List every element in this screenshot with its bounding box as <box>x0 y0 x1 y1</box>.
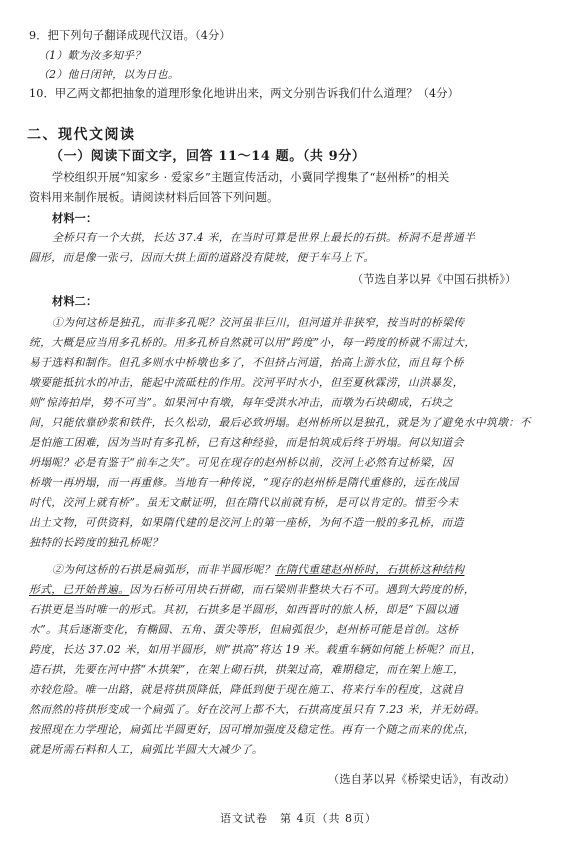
material-2-p1-line: 间，只能依靠砂浆和铁件，长久松动，最后必致坍塌。赵州桥所以是独孔，就是为了避免水中筑墩：不 <box>29 416 531 429</box>
material-2-p2-line: 石拱更是当时唯一的形式。其初，石拱多是半圆形，如西晋时的旅人桥，即是“下圆以通 <box>29 603 459 616</box>
material-2-p1-line: 时代，洨河上就有桥”。虽无文献证明，但在隋代以前就有桥，是可以肯定的。惜至今未 <box>29 496 459 509</box>
material-2-p1-line: 统，大概是应当用多孔桥的。用多孔桥自然就可以用“跨度”小，每一跨度的桥就不需过大， <box>29 336 476 349</box>
question-9-item-2: （2）他日闭钟，以为日也。 <box>38 68 179 81</box>
material-2-p1-line: 是怕施工困难，因为当时有多孔桥，已有这种经验，而是怕筑成后终于坍塌。何以知道会 <box>29 436 464 449</box>
material-2-p1-line: 独特的长跨度的独孔桥呢？ <box>29 536 163 549</box>
question-9: 9．把下列句子翻译成现代汉语。（4分） <box>29 29 231 42</box>
intro-line-2: 资料用来制作展板。请阅读材料后回答下列问题。 <box>29 191 279 204</box>
material-2-p2-line: 造石拱，先要在河中搭“木拱架”，在架上砌石拱，拱架过高，难期稳定，而在架上施工， <box>29 663 465 676</box>
material-2-p2-line: 按照现在力学理论，扁弧比半圆更好，因可增加强度及稳定性。再有一个随之而来的优点， <box>29 723 475 736</box>
material-2-p1-line: 出土文物，可供资料，如果隋代建的是洨河上的第一座桥，为何不造一般的多孔桥，而造 <box>29 516 464 529</box>
page-footer: 语文试卷 第 4页（共 8页） <box>220 812 377 825</box>
material-2-p2-text: 因为石桥可用块石拼砌，而石梁则非整块大石不可。遇到大跨度的桥， <box>129 583 475 596</box>
material-2-p2-text: ②为何这桥的石拱是扁弧形，而非半圆形呢？ <box>52 563 275 576</box>
material-2-p1-line: 坍塌呢？必是有鉴于“前车之失”。可见在现存的赵州桥以前，洨河上必然有过桥梁，因 <box>29 456 454 469</box>
underlined-sentence: 在隋代重建赵州桥时，石拱桥这种结构 <box>274 563 465 576</box>
material-2-label: 材料二： <box>52 294 98 308</box>
section-title: 二、现代文阅读 <box>27 127 136 143</box>
material-1-line: 全桥只有一个大拱，长达 37.4 米，在当时可算是世界上最长的石拱。桥洞不是普通半 <box>52 231 476 244</box>
material-2-source: （选自茅以昇《桥梁史话》，有改动） <box>328 773 516 786</box>
material-2-p2-line: 水”。其后逐渐变化，有椭圆、五角、蛋尖等形，但扁弧很少，赵州桥可能是首创。这桥 <box>29 623 459 636</box>
material-2-p2-line <box>52 563 464 577</box>
material-2-p1-line: 桥墩一再坍塌，而一再重修。当地有一种传说，“现存的赵州桥是隋代重修的，远在战国 <box>29 476 459 489</box>
section-subtitle: （一）阅读下面文字，回答 11～14 题。（共 9分） <box>50 149 366 164</box>
material-1-source: （节选自茅以昇《中国石拱桥》） <box>352 273 517 286</box>
material-2-p1-line: 墩要能抵抗水的冲击，能起中流砥柱的作用。洨河平时水小，但至夏秋霖涝，山洪暴发， <box>29 376 464 389</box>
material-2-p2-line: 亦较危险。唯一出路，就是将拱顶降低，降低到便于现在施工、将来行车的程度，这就自 <box>29 683 464 696</box>
question-10: 10．甲乙两文都把抽象的道理形象化地讲出来，两文分别告诉我们什么道理？（4分） <box>29 87 459 100</box>
question-9-item-1: （1）歎为汝多知乎？ <box>38 49 146 62</box>
material-2-p2-line <box>29 583 475 597</box>
material-2-p1-line: 易于选料和制作。但孔多则水中桥墩也多了，不但挤占河道，抬高上游水位，而且每个桥 <box>29 356 464 369</box>
material-2-p1-line: 则“惊涛拍岸，势不可当”。如果河中有墩，每年受洪水冲击，而墩为石块砌成，石块之 <box>29 396 454 409</box>
material-2-p2-line: 然而然的将拱形变成一个扁弧了。好在洨河上都不大，石拱高度虽只有 7.23 米，并无妨碍。 <box>29 703 486 716</box>
material-2-p2-line: 就是所需石料和人工，扁弧比半圆大大减少了。 <box>29 743 264 756</box>
intro-line-1: 学校组织开展“知家乡 · 爱家乡”主题宣传活动，小冀同学搜集了“赵州桥”的相关 <box>52 171 450 184</box>
underlined-sentence: 形式，已开始普遍。 <box>29 583 130 596</box>
material-1-line: 圆形，而是像一张弓，因而大拱上面的道路没有陡坡，便于车马上下。 <box>29 251 375 264</box>
material-2-p2-line: 跨度，长达 37.02 米，如用半圆形，则“拱高”将达 19 米。载重车辆如何能上桥呢？而且， <box>29 643 482 656</box>
material-1-label: 材料一： <box>52 211 98 225</box>
material-2-p1-line: ①为何这桥是独孔，而非多孔呢？洨河虽非巨川，但河道并非狭窄，按当时的桥梁传 <box>52 316 465 329</box>
